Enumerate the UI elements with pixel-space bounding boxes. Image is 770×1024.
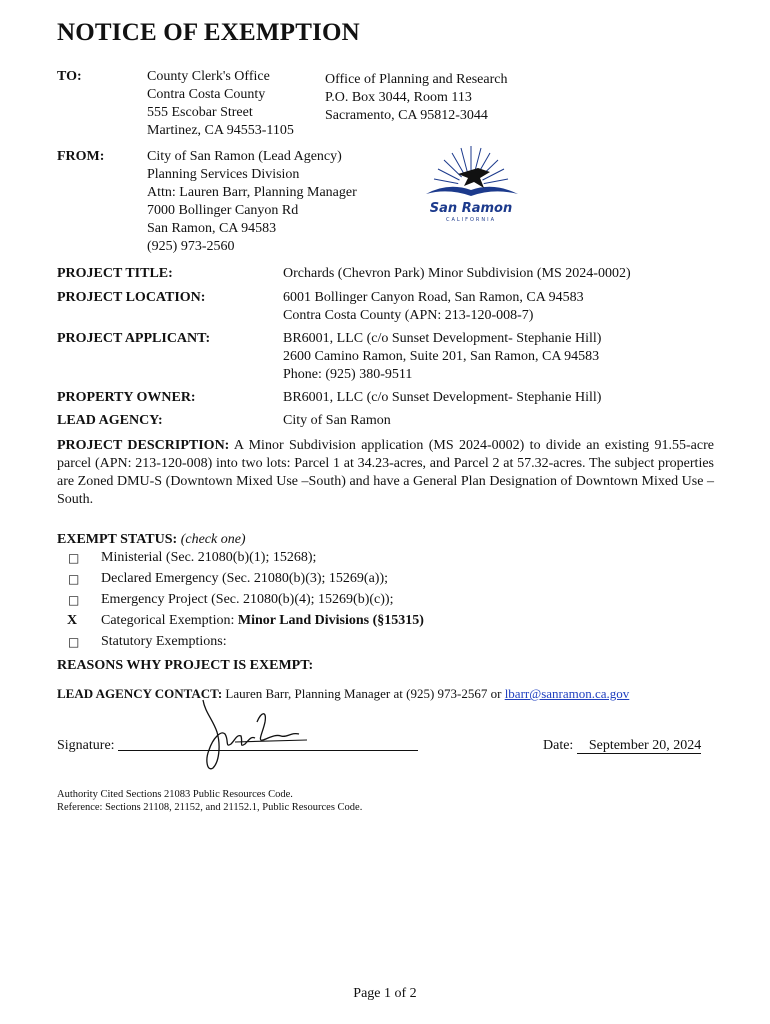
page-number: Page 1 of 2 [353, 986, 417, 1001]
contact-text: Lauren Barr, Planning Manager at (925) 973-2567 or [225, 686, 505, 701]
exempt-option [57, 549, 557, 570]
exempt-status-list [57, 549, 557, 654]
applicant-line: 2600 Camino Ramon, Suite 201, San Ramon, CA 94583 [283, 349, 600, 364]
lead-agency-contact [57, 685, 629, 703]
authority-line-1: Authority Cited Sections 21083 Public Resources Code. [57, 789, 293, 800]
authority-line-2: Reference: Sections 21108, 21152, and 21152.1, Public Resources Code. [57, 802, 363, 813]
sunburst-eagle-icon [418, 144, 524, 224]
exempt-option-text: Statutory Exemptions: [101, 634, 227, 649]
location-line: 6001 Bollinger Canyon Road, San Ramon, CA 94583 [283, 290, 584, 305]
address-line: Planning Services Division [147, 167, 300, 182]
checkbox-icon[interactable]: □ [68, 593, 80, 607]
property-owner-value: BR6001, LLC (c/o Sunset Development- Stephanie Hill) [283, 390, 602, 405]
exempt-option-bold: Minor Land Divisions (§15315) [237, 613, 424, 628]
address-line: P.O. Box 3044, Room 113 [325, 90, 472, 105]
exempt-option-text: Declared Emergency (Sec. 21080(b)(3); 15269(a)); [101, 571, 389, 586]
address-line: Office of Planning and Research [325, 72, 508, 87]
contact-label: LEAD AGENCY CONTACT: [57, 686, 223, 701]
exempt-option-selected [57, 612, 557, 633]
address-line: County Clerk's Office [147, 69, 270, 84]
exempt-status-label: EXEMPT STATUS: [57, 532, 178, 547]
exempt-option [57, 633, 557, 654]
from-label: FROM: [57, 149, 105, 164]
exempt-option-text: Ministerial (Sec. 21080(b)(1); 15268); [101, 550, 317, 565]
applicant-line: BR6001, LLC (c/o Sunset Development- Stephanie Hill) [283, 331, 602, 346]
lead-agency-label: LEAD AGENCY: [57, 413, 163, 428]
project-description-label: PROJECT DESCRIPTION: [57, 438, 230, 453]
project-location-value [283, 289, 584, 325]
address-line: (925) 973-2560 [147, 239, 235, 254]
reasons-heading: REASONS WHY PROJECT IS EXEMPT: [57, 658, 314, 673]
checked-mark-icon[interactable]: X [67, 613, 78, 628]
exempt-status-hint: (check one) [180, 532, 246, 547]
to-address-right [325, 71, 507, 125]
address-line: Contra Costa County [147, 87, 266, 102]
address-line: City of San Ramon (Lead Agency) [147, 149, 342, 164]
logo-wordmark: San Ramon [429, 201, 513, 216]
checkbox-icon[interactable]: □ [68, 551, 80, 565]
applicant-line: Phone: (925) 380-9511 [283, 367, 413, 382]
project-applicant-label: PROJECT APPLICANT: [57, 331, 211, 346]
from-address [147, 148, 357, 256]
to-label: TO: [57, 69, 82, 84]
page-title: NOTICE OF EXEMPTION [57, 19, 360, 46]
logo-subtitle: CALIFORNIA [445, 217, 497, 223]
property-owner-label: PROPERTY OWNER: [57, 390, 196, 405]
exempt-option [57, 591, 557, 612]
date-value: September 20, 2024 [577, 738, 701, 754]
address-line: 555 Escobar Street [147, 105, 253, 120]
date-field [543, 737, 701, 755]
project-location-label: PROJECT LOCATION: [57, 290, 206, 305]
signature-label: Signature: [57, 738, 115, 753]
address-line: Martinez, CA 94553-1105 [147, 123, 294, 138]
exempt-status-heading [57, 531, 246, 549]
date-label: Date: [543, 738, 574, 753]
exempt-option [57, 570, 557, 591]
handwritten-signature [195, 698, 315, 772]
project-title-label: PROJECT TITLE: [57, 266, 173, 281]
to-address-left [147, 68, 294, 140]
address-line: Sacramento, CA 95812-3044 [325, 108, 488, 123]
san-ramon-logo [418, 144, 524, 224]
project-title-value: Orchards (Chevron Park) Minor Subdivision (MS 2024-0002) [283, 266, 631, 281]
address-line: Attn: Lauren Barr, Planning Manager [147, 185, 357, 200]
project-applicant-value [283, 330, 601, 384]
project-description [57, 437, 714, 509]
address-line: San Ramon, CA 94583 [147, 221, 277, 236]
exempt-option-text: Emergency Project (Sec. 21080(b)(4); 15269(b)(c)); [101, 592, 394, 607]
project-description-text: A Minor Subdivision application (MS 2024-0002) to divide an existing 91.55-acre parcel (APN: 213-120-008) into two lots: Parcel 1 at 34.23-acres, and Parcel 2 at 57.32-acres. The subject properties are Zoned DMU-S (Downtown Mixed Use –South) and have a General Plan Designation of Downtown Mixed Use – South. [57, 438, 714, 507]
checkbox-icon[interactable]: □ [68, 572, 80, 586]
exempt-option-plain: Categorical Exemption: [101, 613, 238, 628]
lead-agency-value: City of San Ramon [283, 413, 391, 428]
location-line: Contra Costa County (APN: 213-120-008-7) [283, 308, 534, 323]
exempt-option-text [101, 612, 424, 630]
checkbox-icon[interactable]: □ [68, 635, 80, 649]
address-line: 7000 Bollinger Canyon Rd [147, 203, 299, 218]
contact-email-link[interactable]: lbarr@sanramon.ca.gov [504, 686, 630, 701]
